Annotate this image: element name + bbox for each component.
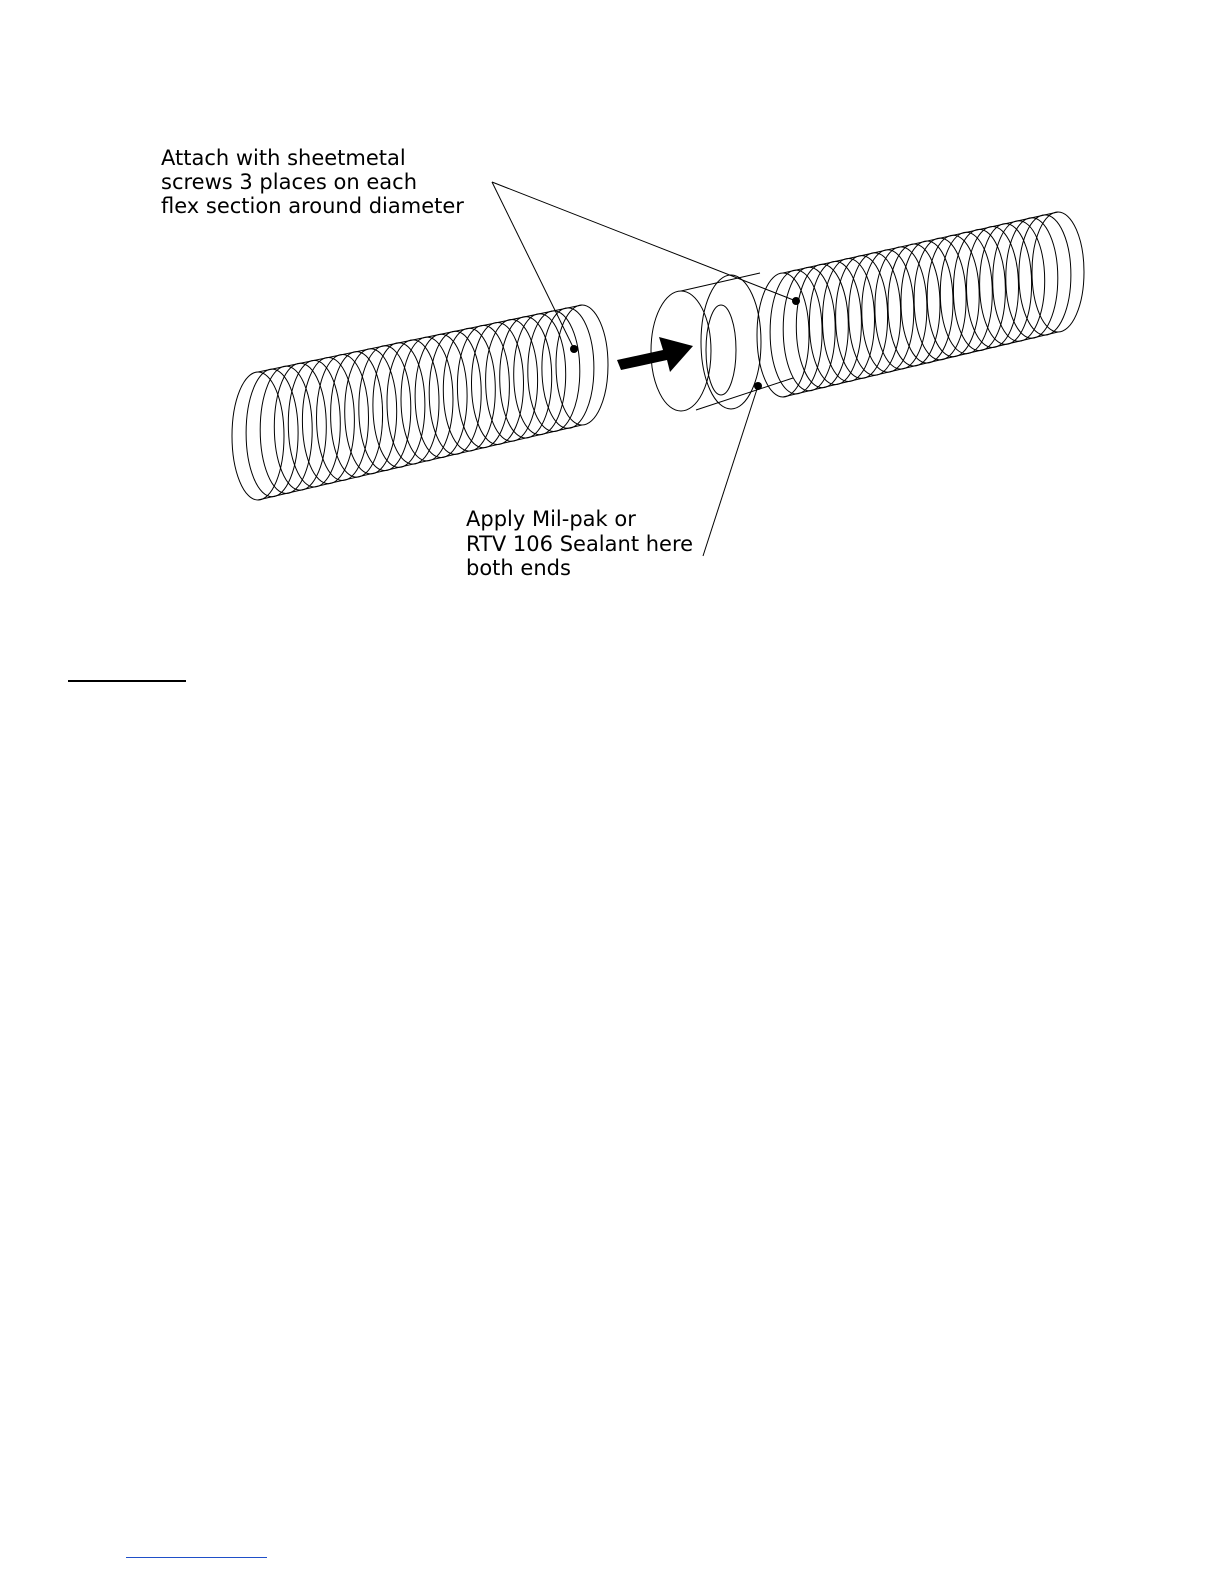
flex-left-coil — [260, 366, 312, 493]
section-heading-rule — [68, 680, 186, 682]
flex-left-coil — [486, 320, 538, 442]
leader-line-sealant — [703, 386, 758, 556]
callout-screws-line-3: flex section around diameter — [161, 194, 464, 218]
callout-sealant-line-3: both ends — [466, 556, 571, 580]
flex-duct-left — [232, 305, 608, 500]
flex-duct-right — [757, 212, 1084, 397]
flex-left-coil — [457, 325, 509, 447]
flex-left-coil — [542, 308, 594, 428]
callout-sealant-line-2: RTV 106 Sealant here — [466, 532, 694, 556]
flex-left-coil — [373, 343, 425, 468]
callout-screws-line-2: screws 3 places on each — [161, 170, 417, 194]
callout-sealant — [466, 507, 700, 580]
flex-left-coil — [345, 349, 397, 474]
flex-left-coil — [387, 340, 439, 464]
flex-left-coil — [274, 363, 326, 490]
coupling-back-rim — [701, 275, 761, 409]
flex-left-coil — [317, 355, 369, 481]
footer-link-rule — [126, 1557, 267, 1558]
flex-left-coil — [472, 323, 524, 445]
callout-sealant-line-1: Apply Mil-pak or — [466, 507, 636, 531]
flex-left-coil — [443, 328, 495, 451]
flex-left-coil — [500, 317, 552, 438]
flex-left-coil — [528, 311, 580, 432]
flex-left-coil — [359, 346, 411, 471]
insert-arrow — [617, 337, 693, 372]
leader-line-screw-right — [492, 182, 796, 301]
callout-screws — [161, 146, 464, 218]
flex-left-coil — [288, 360, 340, 487]
flex-left-coil — [331, 352, 383, 478]
flex-left-bottom-edge — [258, 425, 582, 500]
flex-left-coil — [302, 358, 354, 484]
flex-left-coil — [556, 305, 608, 425]
flex-left-coil — [401, 337, 453, 461]
flex-left-coil — [246, 369, 298, 497]
flex-left-coil — [415, 334, 467, 457]
flex-left-coil — [429, 331, 481, 454]
flex-left-coil — [232, 372, 284, 500]
flex-left-coil — [514, 314, 566, 435]
flex-left-top-edge — [258, 305, 582, 372]
callout-screws-line-1: Attach with sheetmetal — [161, 146, 406, 170]
